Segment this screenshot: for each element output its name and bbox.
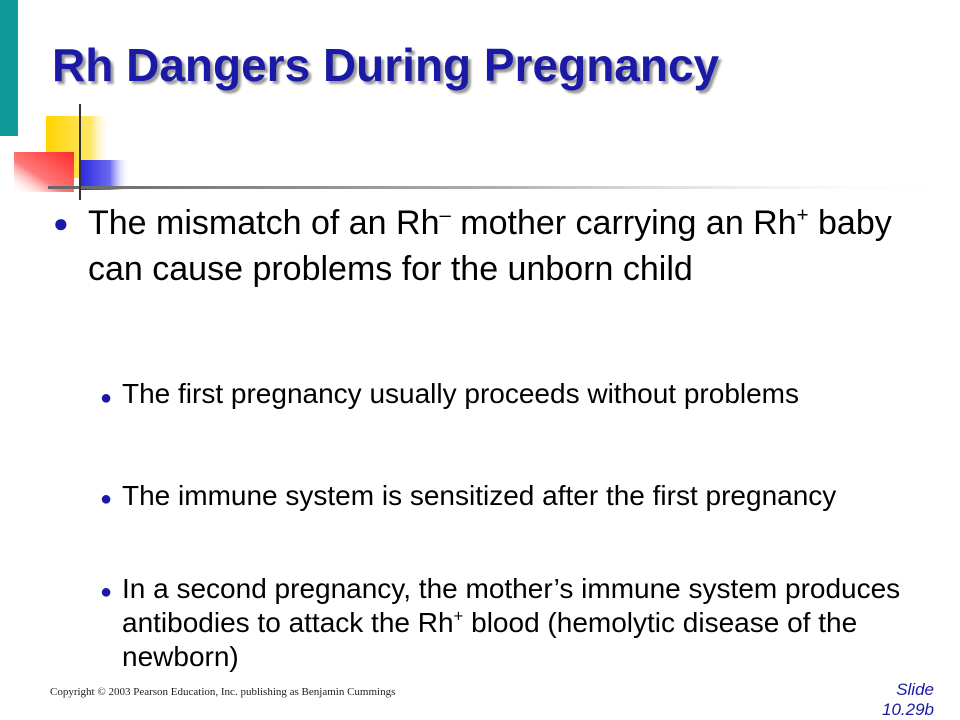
- main-bullet-text-2: mother carrying an Rh: [450, 204, 797, 242]
- bullet-icon: ●: [53, 208, 69, 238]
- sub-bullet-icon: ●: [100, 387, 113, 409]
- sub-bullet-icon: ●: [100, 488, 113, 510]
- main-bullet-text-1: The mismatch of an Rh: [88, 204, 440, 242]
- blue-square: [80, 160, 130, 190]
- horizontal-rule: [48, 186, 960, 189]
- sub-bullet-2: The immune system is sensitized after the first pregnancy: [122, 480, 837, 511]
- copyright-notice: Copyright © 2003 Pearson Education, Inc. publishing as Benjamin Cummings: [50, 686, 396, 698]
- slide-title: Rh Dangers During Pregnancy: [52, 39, 720, 91]
- slide-label-text: Slide: [896, 680, 934, 699]
- sub-bullet-3: [122, 572, 922, 674]
- main-bullet-text-3: baby can cause problems for the unborn child: [88, 204, 892, 288]
- sub-bullet-1: The first pregnancy usually proceeds without problems: [122, 378, 800, 409]
- decorative-squares: [0, 100, 960, 210]
- slide-number-label: [882, 680, 934, 720]
- vertical-rule: [79, 104, 81, 200]
- sub-bullet-3-text-1: In a second pregnancy, the mother’s immune system produces antibodies to attack the Rh: [122, 573, 901, 638]
- sub-bullet-3-text-2: blood (hemolytic disease of the newborn): [122, 607, 858, 672]
- rh-positive-superscript: +: [453, 606, 464, 626]
- slide-number: 10.29b: [882, 700, 934, 719]
- rh-positive-superscript: +: [796, 204, 809, 227]
- rh-negative-superscript: –: [439, 204, 451, 227]
- sub-bullet-icon: ●: [100, 581, 113, 603]
- main-bullet: [88, 200, 918, 292]
